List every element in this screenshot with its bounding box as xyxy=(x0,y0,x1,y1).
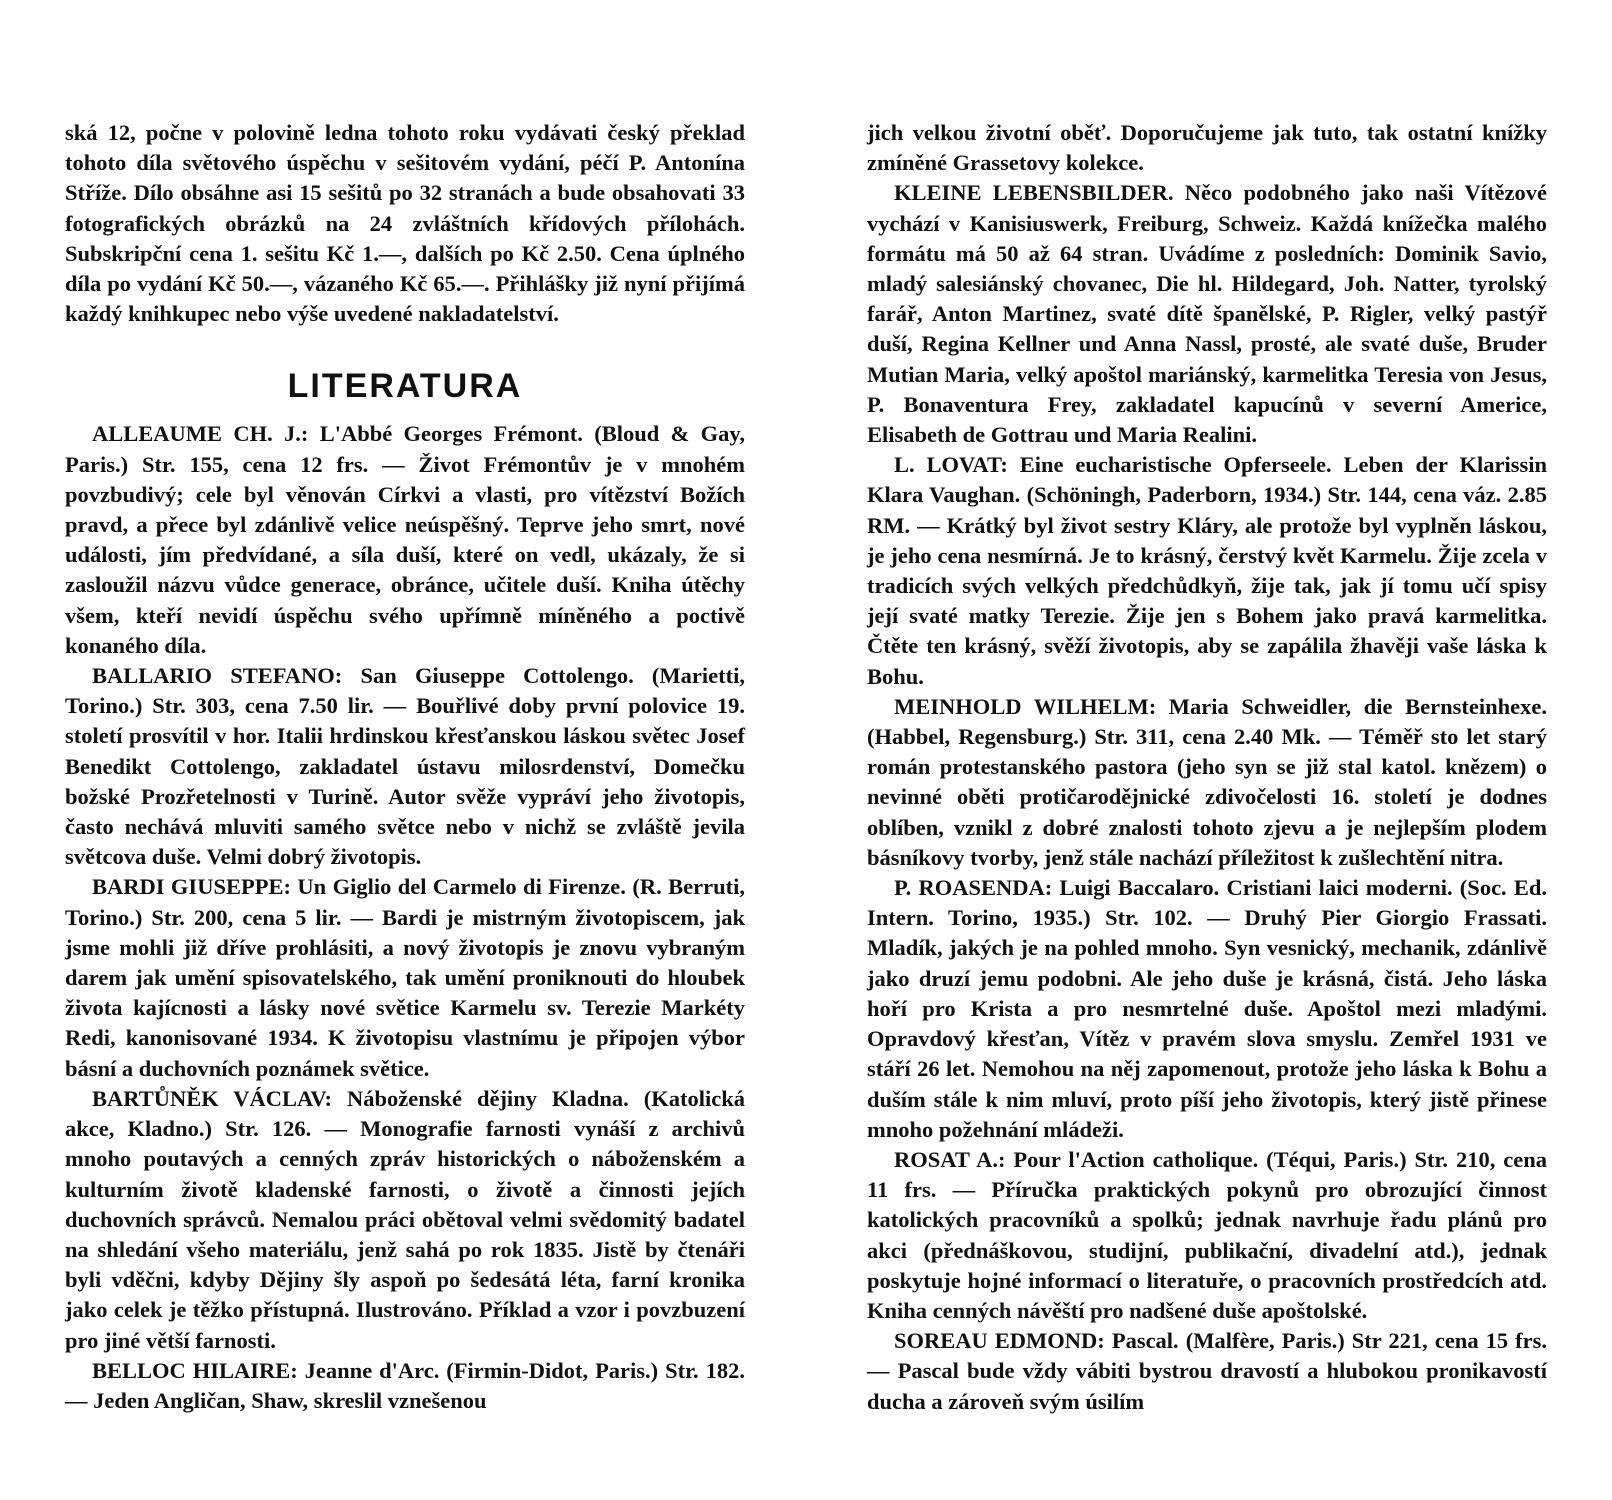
entry-bardi: BARDI GIUSEPPE: Un Giglio del Carmelo di Firenze. (R. Berruti, Torino.) Str. 200, cena 5 lir. — Bardi je mistrným životopiscem, jak jsme mohli již dříve prohlásiti, a nový životopis je znovu vybraným darem jak umění spisovatelského, tak umění proniknouti do hloubek života kajícnosti a lásky nové světice Karmelu sv. Terezie Markéty Redi, kanonisované 1934. K životopisu vlastnímu je připojen výbor básní a duchovních poznámek světice. xyxy=(65,874,745,1081)
intro-paragraph: ská 12, počne v polovině ledna tohoto roku vydávati český překlad tohoto díla světového úspěchu v sešitovém vydání, péčí P. Antonína Stříže. Dílo obsáhne asi 15 sešitů po 32 stranách a bude obsahovati 33 fotografických obrázků na 24 zvláštních křídových přílohách. Subskripční cena 1. sešitu Kč 1.—, dalších po Kč 2.50. Cena úplného díla po vydání Kč 50.—, vázaného Kč 65.—. Přihlášky již nyní přijímá každý knihkupec nebo výše uvedené nakladatelství. xyxy=(65,120,745,327)
entry-bartunek: BARTŮNĚK VÁCLAV: Náboženské dějiny Kladna. (Katolická akce, Kladno.) Str. 126. — Monografie farnosti vynáší z archivů mnoho poutavých a cenných zpráv historických o náboženském a kulturním životě kladenské farnosti, o životě a činnosti jejích duchovních správců. Nemalou práci obětoval velmi svědomitý badatel na shledání všeho materiálu, jenž sahá po rok 1835. Jistě by čtenáři byli vděčni, kdyby Dějiny šly aspoň po šedesátá léta, farní kronika jako celek je těžko přístupná. Ilustrováno. Příklad a vzor i povzbuzení pro jiné větší farnosti. xyxy=(65,1085,745,1353)
entry-ballario: BALLARIO STEFANO: San Giuseppe Cottolengo. (Marietti, Torino.) Str. 303, cena 7.50 lir. — Bouřlivé doby první polovice 19. století prosvítil v hor. Italii hrdinskou křesťanskou láskou světec Josef Benedikt Cottolengo, zakladatel ústavu milosrdenství, Domečku božské Prozřetelnosti v Turině. Autor svěže vypráví jeho životopis, často nechává mluviti samého světce nebo v nichž se zvláště jevila světcova duše. Velmi dobrý životopis. xyxy=(65,663,745,870)
entry-meinhold: MEINHOLD WILHELM: Maria Schweidler, die Bernsteinhexe. (Habbel, Regensburg.) Str. 311, cena 2.40 Mk. — Téměř sto let starý román protestanského pastora (jeho syn se již stal katol. knězem) o nevinné oběti protičarodějnické zdivočelosti 16. století je dodnes oblíben, vznikl z dobré znalosti tohoto zjevu a je nejlepším plodem básníkovy tvorby, jenž stále nachází příležitost k zušlechtění nitra. xyxy=(867,693,1547,870)
entry-kleine-lebensbilder: KLEINE LEBENSBILDER. Něco podobného jako naši Vítězové vychází v Kanisiuswerk, Freiburg, Schweiz. Každá knížečka malého formátu má 50 až 64 stran. Uvádíme z posledních: Dominik Savio, mladý salesiánský chovanec, Die hl. Hildegard, Joh. Natter, tyrolský farář, Anton Martinez, svaté dítě španělské, P. Rigler, velký pastýř duší, Regina Kellner und Anna Nassl, prosté, ale svaté duše, Bruder Mutian Maria, velký apoštol mariánský, karmelitka Teresia von Jesus, P. Bonaventura Frey, zakladatel kapucínů v severní Americe, Elisabeth de Gottrau und Maria Realini. xyxy=(867,180,1547,448)
right-column xyxy=(867,118,1547,1417)
entry-alleaume: ALLEAUME CH. J.: L'Abbé Georges Frémont. (Bloud & Gay, Paris.) Str. 155, cena 12 frs. — Život Frémontův je v mnohém povzbudivý; cele byl věnován Církvi a vlasti, pro vítězství Božích pravd, a přece byl zdánlivě velice neúspěšný. Teprve jeho smrt, nové události, jím předvídané, a síla duší, které on vedl, ukázaly, že si zasloužil názvu vůdce generace, obránce, učitele duší. Kniha útěchy všem, kteří nevidí úspěchu svého upřímně míněného a poctivě konaného díla. xyxy=(65,421,745,658)
entry-belloc: BELLOC HILAIRE: Jeanne d'Arc. (Firmin-Didot, Paris.) Str. 182. — Jeden Angličan, Shaw, skreslil vznešenou xyxy=(65,1357,745,1413)
section-heading-literatura: LITERATURA xyxy=(287,367,523,406)
left-column xyxy=(65,118,745,1416)
entry-soreau: SOREAU EDMOND: Pascal. (Malfère, Paris.) Str 221, cena 15 frs. — Pascal bude vždy vábiti bystrou dravostí a hlubokou pronikavostí ducha a zároveň svým úsilím xyxy=(867,1328,1547,1414)
continuation-paragraph: jich velkou životní oběť. Doporučujeme jak tuto, tak ostatní knížky zmíněné Grassetovy kolekce. xyxy=(867,120,1547,176)
entry-roasenda: P. ROASENDA: Luigi Baccalaro. Cristiani laici moderni. (Soc. Ed. Intern. Torino, 1935.) Str. 102. — Druhý Pier Giorgio Frassati. Mladík, jakých je na pohled mnoho. Syn vesnický, mechanik, zdánlivě jako druzí jemu podobni. Ale jeho duše je krásná, čistá. Jeho láska hoří pro Krista a pro nesmrtelné duše. Apoštol mezi mladými. Opravdový křesťan, Vítěz v pravém slova smyslu. Zemřel 1931 ve stáří 26 let. Nemohou na něj zapomenout, protože jeho láska k Bohu a duším stále k nim mluví, proto píší jeho životopis, který jistě přinese mnoho požehnání mládeži. xyxy=(867,875,1547,1142)
entry-lovat: L. LOVAT: Eine eucharistische Opferseele. Leben der Klarissin Klara Vaughan. (Schöningh, Paderborn, 1934.) Str. 144, cena váz. 2.85 RM. — Krátký byl život sestry Kláry, ale protože byl vyplněn láskou, je jeho cena nesmírná. Je to krásný, čerstvý květ Karmelu. Žije zcela v tradicích svých velkých předchůdkyň, žije tak, jak jí tomu učí spisy její svaté matky Terezie. Žije jen s Bohem jako pravá karmelitka. Čtěte ten krásný, svěží životopis, aby se zapálila žhavěji vaše láska k Bohu. xyxy=(867,452,1547,689)
entry-rosat: ROSAT A.: Pour l'Action catholique. (Téqui, Paris.) Str. 210, cena 11 frs. — Příručka praktických pokynů pro obrozující činnost katolických pracovníků a spolků; jednak navrhuje řadu plánů pro akci (přednáškovou, studijní, publikační, divadelní atd.), jednak poskytuje hojné informací o literatuře, o pracovních prostředcích atd. Kniha cenných návěští pro nadšené duše apoštolské. xyxy=(867,1146,1547,1323)
